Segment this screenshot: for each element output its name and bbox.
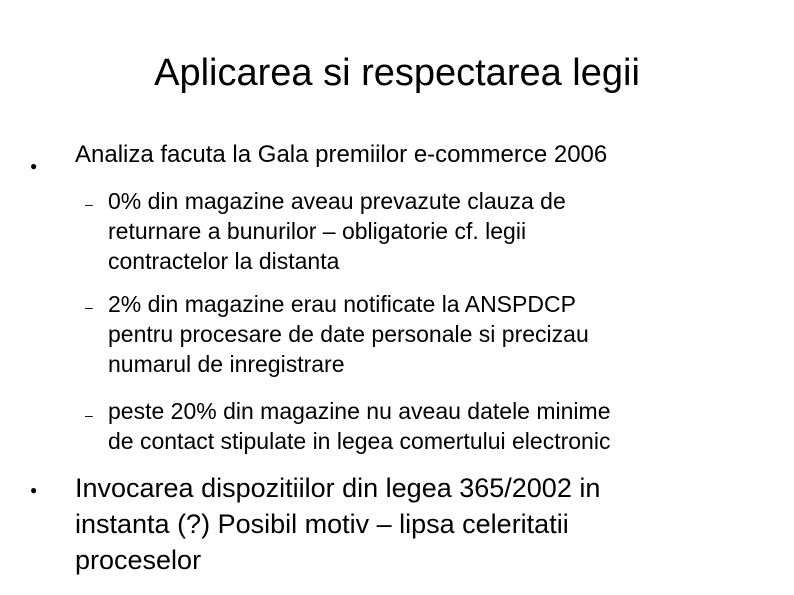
dash-icon: – <box>85 299 93 315</box>
bullet-line: proceselor <box>75 545 202 575</box>
slide-title: Aplicarea si respectarea legii <box>154 52 640 94</box>
sub-bullet-line: contractelor la distanta <box>108 248 340 274</box>
dash-icon: – <box>85 196 93 212</box>
bullet-text: Analiza facuta la Gala premiilor e-commerce 2006 <box>75 141 608 168</box>
sub-bullet-line: 0% din magazine aveau prevazute clauza de <box>108 188 566 214</box>
sub-bullet-text <box>108 396 748 456</box>
bullet-line: instanta (?) Posibil motiv – lipsa celeritatii <box>75 509 569 539</box>
bullet-dot-icon: ● <box>30 159 38 173</box>
bullet-line: Invocarea dispozitiilor din legea 365/2002 in <box>75 473 601 503</box>
sub-bullet-line: numarul de inregistrare <box>108 351 345 377</box>
sub-bullet-text <box>108 289 748 379</box>
sub-bullet-line: de contact stipulate in legea comertului electronic <box>108 428 611 454</box>
sub-bullet-line: 2% din magazine erau notificate la ANSPDCP <box>108 291 576 317</box>
bullet-text <box>75 470 735 578</box>
sub-bullet-text <box>108 186 748 276</box>
sub-bullet-line: returnare a bunurilor – obligatorie cf. legii <box>108 218 527 244</box>
dash-icon: – <box>85 407 93 423</box>
bullet-dot-icon: ● <box>30 483 38 497</box>
sub-bullet-line: pentru procesare de date personale si precizau <box>108 321 589 347</box>
sub-bullet-line: peste 20% din magazine nu aveau datele minime <box>108 398 611 424</box>
